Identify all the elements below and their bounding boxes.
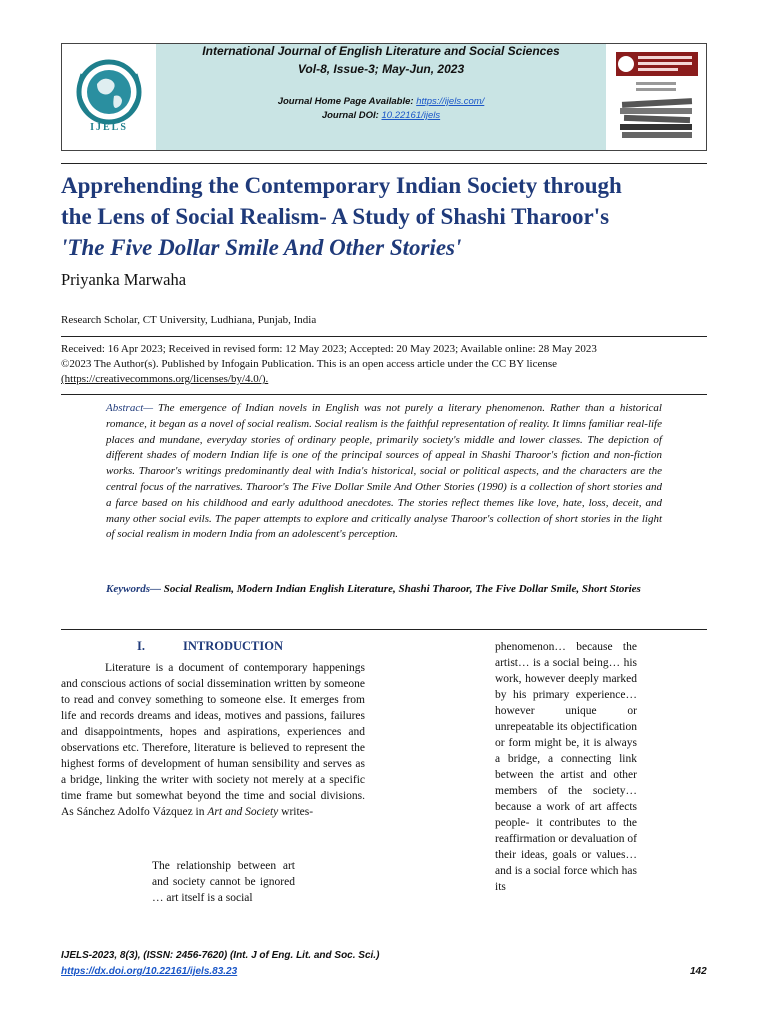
doi-link[interactable]: 10.22161/ijels	[381, 110, 441, 121]
author-affiliation: Research Scholar, CT University, Ludhiana, Punjab, India	[61, 314, 317, 326]
block-quote: The relationship between art and society cannot be ignored … art itself is a social	[152, 860, 295, 904]
license-statement: ©2023 The Author(s). Published by Infogain Publication. This is an open access article under the CC BY license	[61, 358, 558, 370]
journal-info-panel	[156, 44, 606, 150]
footer-citation: IJELS-2023, 8(3), (ISSN: 2456-7620) (Int. J of Eng. Lit. and Soc. Sci.)	[61, 950, 380, 961]
abstract-divider-bottom	[61, 629, 707, 630]
keywords-text: Social Realism, Modern Indian English Literature, Shashi Tharoor, The Five Dollar Smile, Short Stories	[161, 583, 641, 595]
header-divider	[61, 163, 707, 164]
section-heading	[137, 639, 283, 654]
author-name: Priyanka Marwaha	[61, 270, 187, 289]
section-title: INTRODUCTION	[183, 639, 284, 653]
license-link[interactable]: (https://creativecommons.org/licenses/by/4.0/).	[61, 373, 269, 385]
intro-text-end: writes-	[278, 806, 314, 818]
journal-doi	[156, 110, 606, 121]
footer-doi-link[interactable]: https://dx.doi.org/10.22161/ijels.83.23	[61, 966, 238, 977]
journal-issue: Vol-8, Issue-3; May-Jun, 2023	[297, 62, 465, 76]
page-number: 142	[690, 966, 707, 977]
publication-dates: Received: 16 Apr 2023; Received in revised form: 12 May 2023; Accepted: 20 May 2023; Available online: 28 May 2023	[61, 343, 597, 355]
body-column-left	[61, 660, 365, 820]
keywords	[106, 582, 662, 598]
globe-logo-icon	[62, 44, 156, 150]
title-line-3: 'The Five Dollar Smile And Other Stories'	[61, 235, 462, 260]
abstract-label: Abstract—	[106, 402, 154, 414]
keywords-label: Keywords—	[106, 583, 161, 595]
dates-divider-top	[61, 336, 707, 337]
title-line-1: Apprehending the Contemporary Indian Society through	[61, 173, 622, 198]
journal-name: International Journal of English Literature and Social Sciences	[202, 44, 560, 58]
publication-info	[61, 342, 711, 387]
journal-cover-image	[606, 44, 706, 150]
title-line-2: the Lens of Social Realism- A Study of Shashi Tharoor's	[61, 204, 610, 229]
journal-logo	[62, 44, 156, 150]
section-number: I.	[137, 639, 145, 653]
logo-text: IJELS	[90, 122, 128, 133]
intro-paragraph	[61, 660, 365, 820]
abstract-divider-top	[61, 394, 707, 395]
body-column-right: phenomenon… because the artist… is a social being… his work, however deeply marked by his primary experience… however unique or unrepeatable its objectification or form might be, it is always a bridge, a connecting link between the artist and other members of the society… because a work of art affects people- it contributes to the reaffirmation or devaluation of their ideas, goals or values… and is a social force which has its	[495, 641, 637, 893]
homepage-link[interactable]: https://ijels.com/	[416, 96, 485, 107]
doi-label: Journal DOI:	[321, 110, 382, 121]
intro-book-title: Art and Society	[207, 806, 279, 818]
journal-homepage	[156, 96, 606, 107]
intro-text: Literature is a document of contemporary happenings and conscious actions of social dissemination written by someone to read and convey something to someone else. It emerges from life and records dreams and ideas, motives and passions, failures and disappointments, hopes and aspirations, experiences and observations etc. Therefore, literature is believed to represent the highest forms of development of human sensibility and serves as a bridge, linking the writer with society not merely at a specific time frame but somewhat beyond the time and social divisions. As Sánchez Adolfo Vázquez in	[61, 662, 365, 818]
abstract	[106, 401, 662, 543]
abstract-text: The emergence of Indian novels in English was not purely a literary phenomenon. Rather than a historical romance, it began as a novel of social realism. Social realism is the faithful representation of reality. It limns familiar real-life places and mundane, everyday stories of ordinary people, primarily society's middle and lower classes. The depiction of different shades of modern Indian life is one of the principal sources of appeal in Shashi Tharoor's fiction and non-fiction works. Tharoor's writings predominantly deal with India's historical, social or political aspects, and the characters are the central focus of the narratives. Tharoor's The Five Dollar Smile And Other Stories (1990) is a collection of short stories and a farce based on his childhood and early adulthood anecdotes. The stories reflect themes like love, hate, loss, deceit, and many other social evils. The paper attempts to explore and critically analyse Tharoor's collection of short stories in the light of social realism in modern India from an adolescent's perception.	[106, 402, 662, 541]
homepage-label: Journal Home Page Available:	[277, 96, 417, 107]
article-title	[61, 170, 711, 263]
